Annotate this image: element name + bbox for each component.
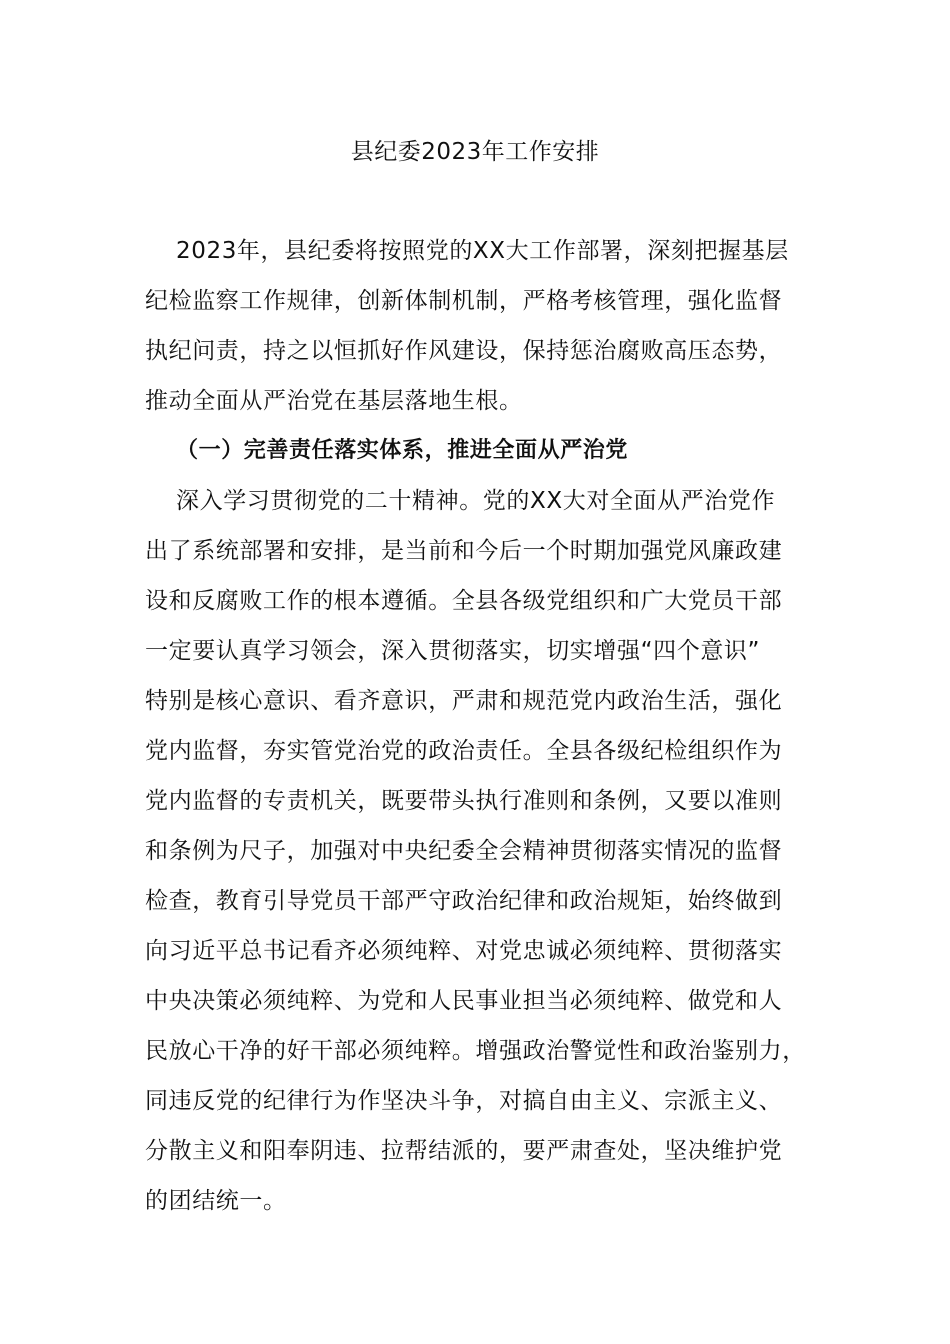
intro-line-3: 执纪问责，持之以恒抓好作风建设，保持惩治腐败高压态势， (145, 338, 783, 364)
body-line-5: 特别是核心意识、看齐意识，严肃和规范党内政治生活，强化 (145, 688, 783, 714)
body-line-3: 设和反腐败工作的根本遵循。全县各级党组织和广大党员干部 (145, 588, 783, 614)
body-line-7: 党内监督的专责机关，既要带头执行准则和条例，又要以准则 (145, 788, 783, 814)
intro-line-2: 纪检监察工作规律，创新体制机制，严格考核管理，强化监督 (145, 288, 783, 314)
body-line-9: 检查，教育引导党员干部严守政治纪律和政治规矩，始终做到 (145, 888, 783, 914)
body-line-15: 的团结统一。 (145, 1188, 287, 1214)
body-line-1: 深入学习贯彻党的二十精神。党的XX大对全面从严治党作 (176, 488, 776, 514)
intro-line-1: 2023年，县纪委将按照党的XX大工作部署，深刻把握基层 (176, 238, 789, 264)
intro-line-4: 推动全面从严治党在基层落地生根。 (145, 388, 523, 414)
body-line-12: 民放心干净的好干部必须纯粹。增强政治警觉性和政治鉴别力， (145, 1038, 806, 1064)
body-line-11: 中央决策必须纯粹、为党和人民事业担当必须纯粹、做党和人 (145, 988, 783, 1014)
body-line-14: 分散主义和阳奉阴违、拉帮结派的，要严肃查处，坚决维护党 (145, 1138, 783, 1164)
body-line-10: 向习近平总书记看齐必须纯粹、对党忠诚必须纯粹、贯彻落实 (145, 938, 783, 964)
section-heading: （一）完善责任落实体系，推进全面从严治党 (176, 438, 629, 463)
body-line-13: 同违反党的纪律行为作坚决斗争，对搞自由主义、宗派主义、 (145, 1088, 783, 1114)
body-line-6: 党内监督，夯实管党治党的政治责任。全县各级纪检组织作为 (145, 738, 783, 764)
body-line-8: 和条例为尺子，加强对中央纪委全会精神贯彻落实情况的监督 (145, 838, 783, 864)
body-line-2: 出了系统部署和安排，是当前和今后一个时期加强党风廉政建 (145, 538, 783, 564)
document-title: 县纪委2023年工作安排 (350, 139, 600, 165)
body-line-4: 一定要认真学习领会，深入贯彻落实，切实增强“四个意识” (145, 638, 761, 664)
